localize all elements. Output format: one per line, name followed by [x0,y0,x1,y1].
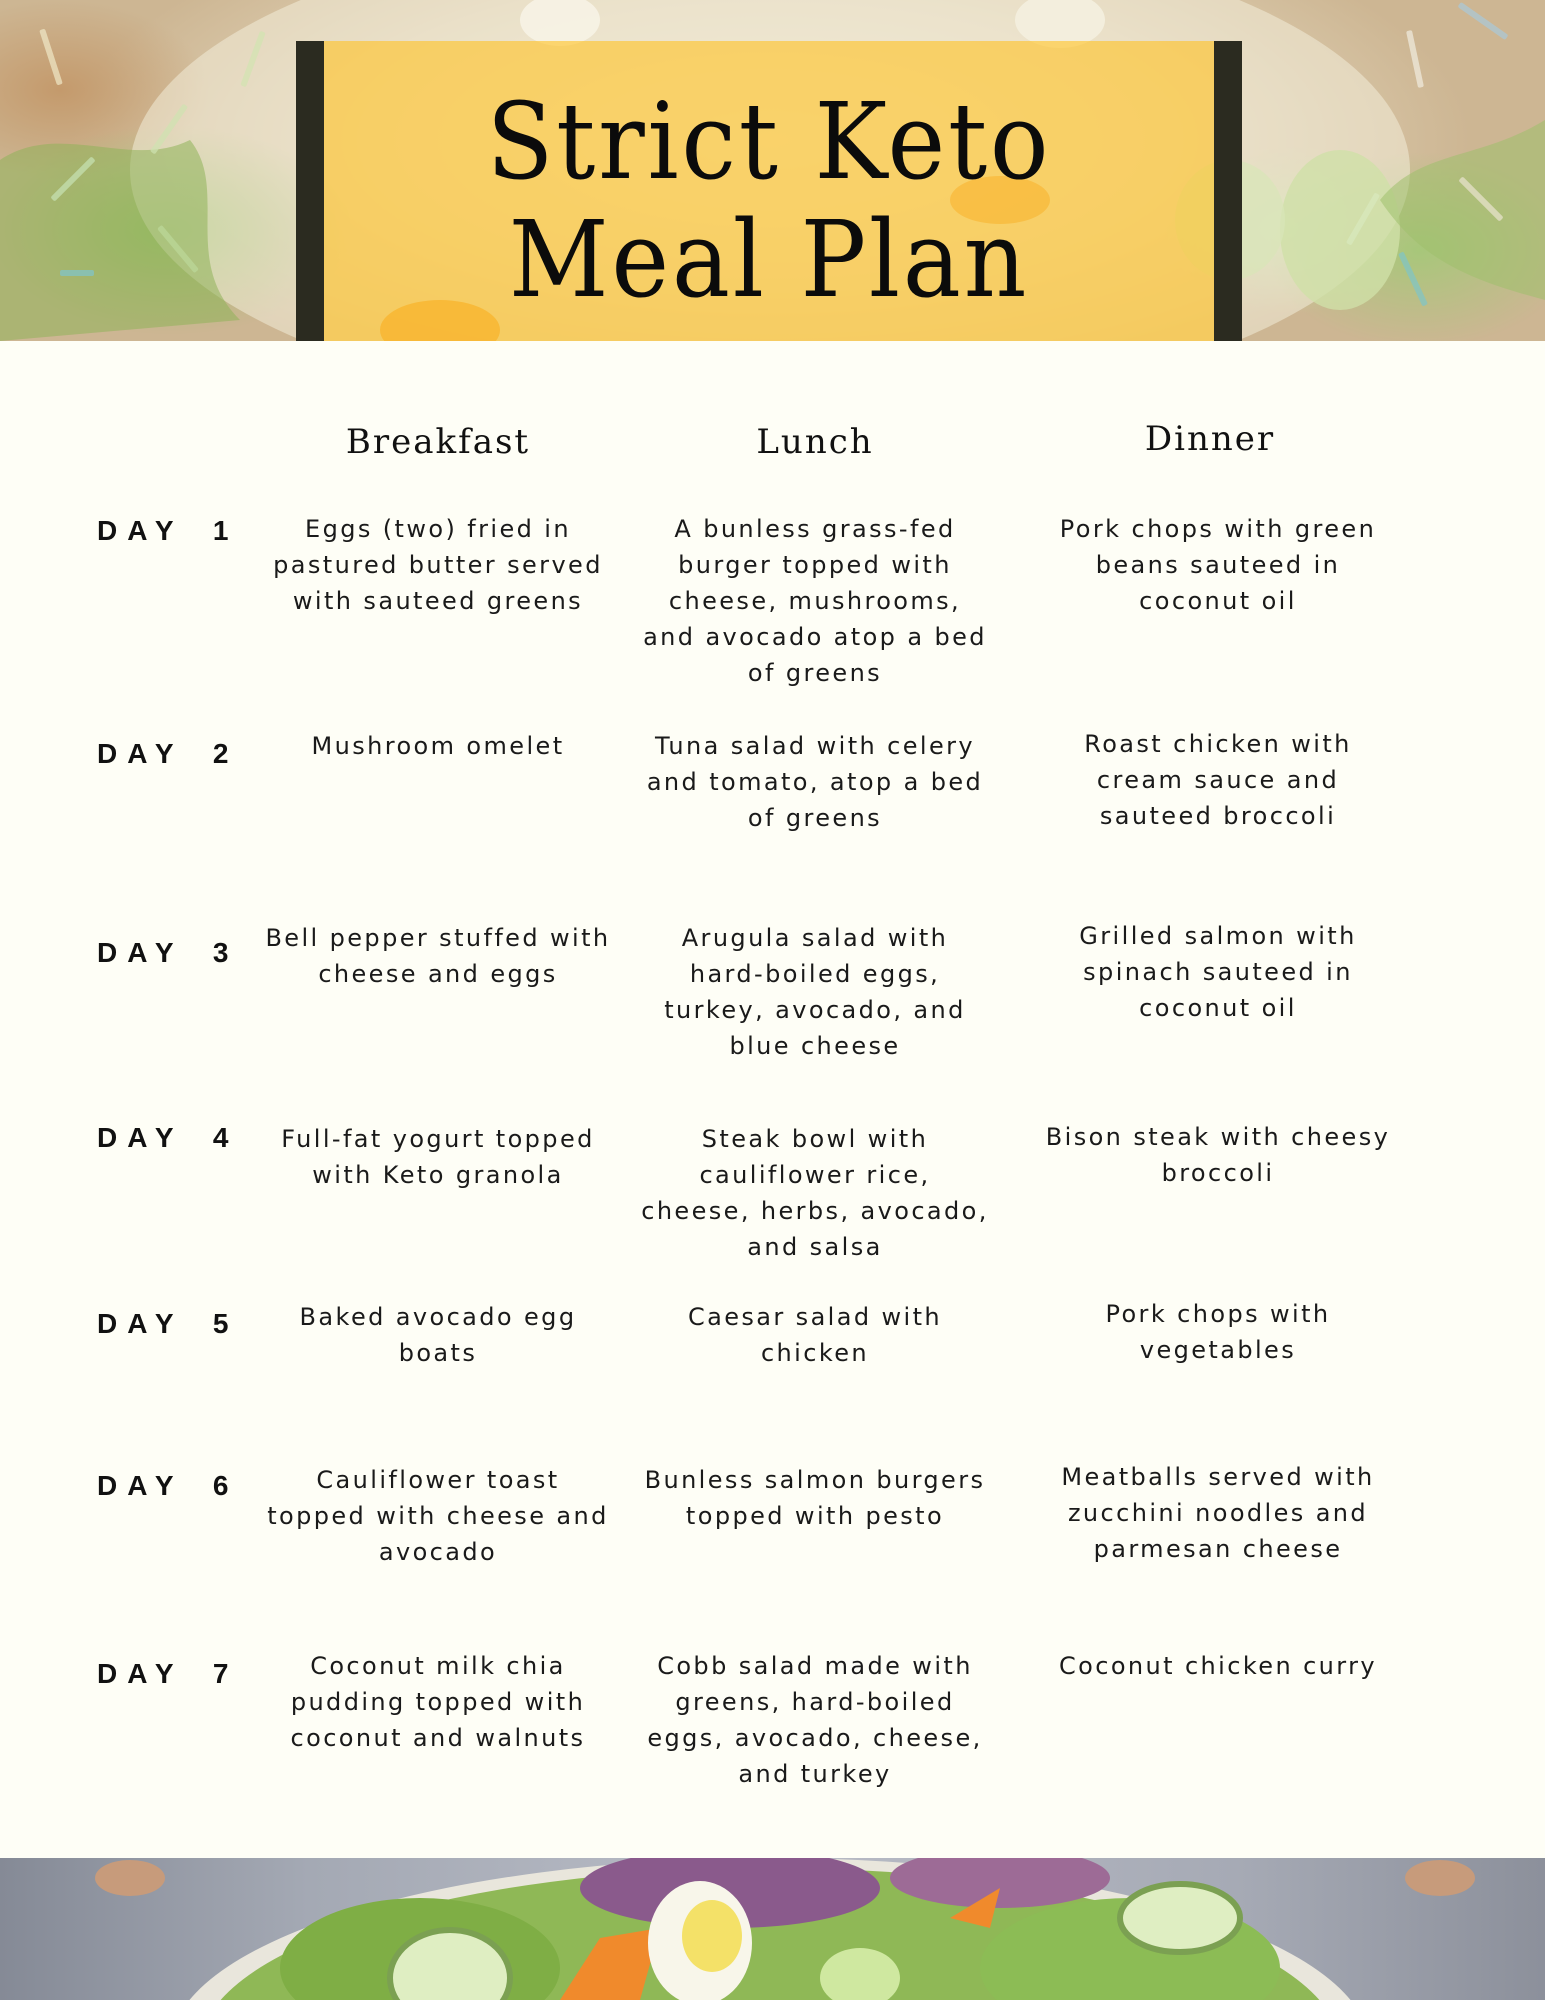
breakfast-cell: Coconut milk chia pudding topped with coconut and walnuts [290,1652,586,1752]
dinner-cell: Roast chicken with cream sauce and sauteed broccoli [1084,730,1352,830]
title-box [296,41,1242,341]
title-line-1: Strict Keto [486,80,1052,203]
breakfast-cell: Cauliflower toast topped with cheese and avocado [267,1466,609,1566]
dinner-cell: Pork chops with green beans sauteed in coconut oil [1059,515,1377,615]
salad-bowl-shapes [0,1858,1545,2000]
lunch-cell: Arugula salad with hard-boiled eggs, turkey, avocado, and blue cheese [664,924,966,1060]
day-label: DAY 4 [97,1122,239,1153]
header-salad-photo [0,0,1545,341]
dinner-cell: Pork chops with vegetables [1105,1300,1331,1364]
dinner-cell: Meatballs served with zucchini noodles and parmesan cheese [1061,1463,1375,1563]
lunch-cell: Steak bowl with cauliflower rice, cheese, herbs, avocado, and salsa [641,1125,989,1261]
day-label: DAY 1 [97,515,239,546]
title-line-2: Meal Plan [508,198,1030,321]
day-label: DAY 2 [97,738,239,769]
lunch-cell: Cobb salad made with greens, hard-boiled eggs, avocado, cheese, and turkey [647,1652,983,1788]
lunch-cell: Caesar salad with chicken [687,1303,943,1367]
breakfast-cell: Bell pepper stuffed with cheese and eggs [265,924,611,988]
breakfast-cell: Baked avocado egg boats [299,1303,577,1367]
day-label: DAY 5 [97,1308,239,1339]
column-header-lunch: Lunch [756,422,874,462]
breakfast-cell: Full-fat yogurt topped with Keto granola [281,1125,595,1189]
dinner-cell: Coconut chicken curry [1058,1652,1378,1680]
dinner-cell: Bison steak with cheesy broccoli [1045,1123,1391,1187]
lunch-cell: Tuna salad with celery and tomato, atop a bed of greens [646,732,984,832]
lunch-cell: A bunless grass-fed burger topped with cheese, mushrooms, and avocado atop a bed of greens [643,515,987,687]
day-label: DAY 7 [97,1658,239,1689]
dinner-cell: Grilled salmon with spinach sauteed in coconut oil [1079,922,1357,1022]
breakfast-cell: Eggs (two) fried in pastured butter served with sauteed greens [273,515,603,615]
footer-salad-photo [0,1858,1545,2000]
page-title [360,80,1179,321]
confetti-decoration [60,270,94,276]
breakfast-cell: Mushroom omelet [311,732,565,760]
column-header-dinner: Dinner [1144,419,1276,459]
day-label: DAY 3 [97,937,239,968]
lunch-cell: Bunless salmon burgers topped with pesto [644,1466,986,1530]
column-header-breakfast: Breakfast [345,422,531,462]
day-label: DAY 6 [97,1470,239,1501]
